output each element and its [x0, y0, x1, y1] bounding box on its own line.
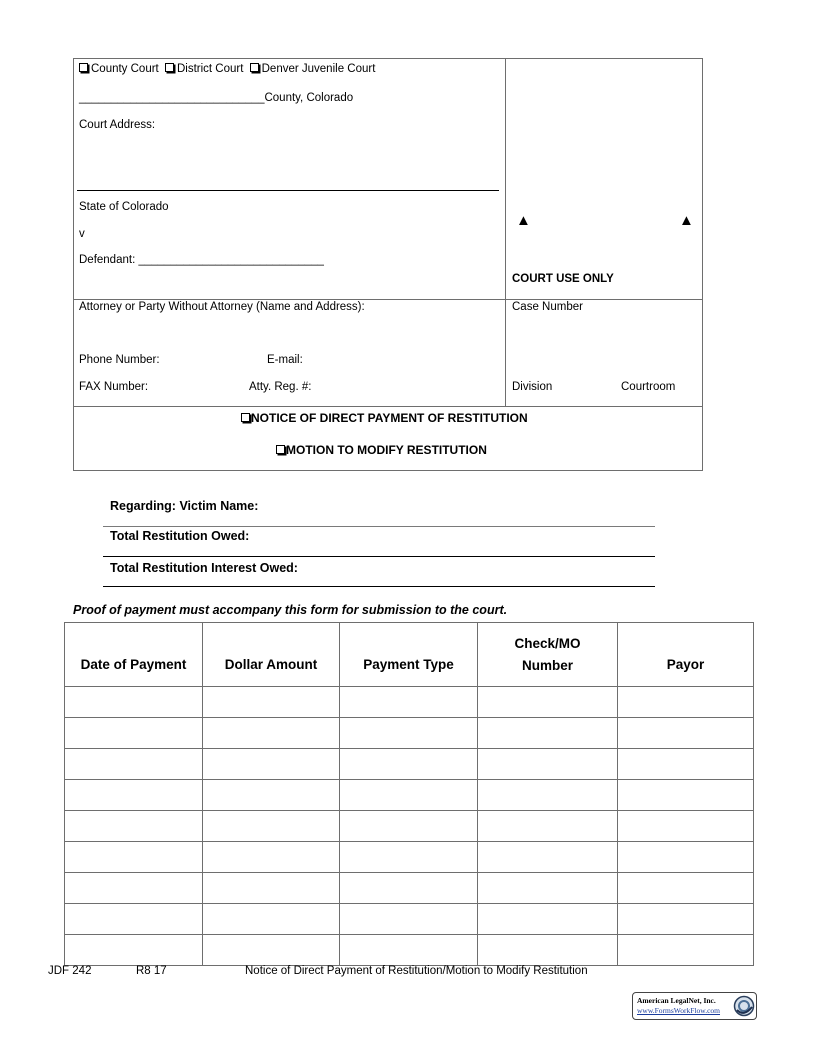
- case-number-label: Case Number: [512, 301, 583, 313]
- total-owed-label: Total Restitution Owed:: [110, 529, 250, 543]
- table-cell[interactable]: [203, 780, 340, 811]
- caption-row-divider-2: [73, 406, 703, 407]
- email-label: E-mail:: [267, 354, 303, 366]
- table-cell[interactable]: [340, 811, 478, 842]
- denver-juvenile-court-option[interactable]: Denver Juvenile Court: [250, 63, 376, 75]
- caption-row-divider-1: [73, 299, 703, 300]
- table-row: [65, 780, 754, 811]
- table-cell[interactable]: [65, 749, 203, 780]
- table-cell[interactable]: [203, 749, 340, 780]
- table-cell[interactable]: [340, 935, 478, 966]
- table-cell[interactable]: [618, 718, 754, 749]
- logo-name: American LegalNet, Inc.: [637, 996, 716, 1005]
- table-cell[interactable]: [618, 873, 754, 904]
- table-cell[interactable]: [478, 935, 618, 966]
- table-row: [65, 842, 754, 873]
- table-cell[interactable]: [478, 749, 618, 780]
- table-cell[interactable]: [340, 904, 478, 935]
- table-cell[interactable]: [65, 873, 203, 904]
- table-cell[interactable]: [478, 780, 618, 811]
- victim-name-label: Regarding: Victim Name:: [110, 499, 259, 513]
- table-cell[interactable]: [65, 811, 203, 842]
- logo-url[interactable]: www.FormsWorkFlow.com: [637, 1006, 721, 1015]
- interest-owed-line[interactable]: [103, 586, 655, 587]
- header-check-mo: Check/MO Number: [478, 623, 618, 687]
- table-cell[interactable]: [618, 904, 754, 935]
- table-cell[interactable]: [203, 935, 340, 966]
- footer-title: Notice of Direct Payment of Restitution/Motion to Modify Restitution: [245, 965, 588, 977]
- table-cell[interactable]: [203, 811, 340, 842]
- county-line[interactable]: _____________________________County, Colorado: [79, 92, 354, 104]
- header-date: Date of Payment: [65, 623, 203, 687]
- table-cell[interactable]: [478, 842, 618, 873]
- header-payor: Payor: [618, 623, 754, 687]
- table-cell[interactable]: [478, 873, 618, 904]
- table-row: [65, 935, 754, 966]
- table-cell[interactable]: [65, 904, 203, 935]
- district-court-checkbox[interactable]: [165, 63, 174, 72]
- table-cell[interactable]: [618, 935, 754, 966]
- county-court-option[interactable]: County Court: [79, 63, 159, 75]
- table-row: [65, 873, 754, 904]
- table-row: [65, 904, 754, 935]
- interest-owed-label: Total Restitution Interest Owed:: [110, 561, 298, 575]
- table-cell[interactable]: [340, 780, 478, 811]
- table-row: [65, 749, 754, 780]
- table-row: [65, 811, 754, 842]
- defendant-field[interactable]: Defendant: _____________________________: [79, 254, 324, 266]
- court-type-row: [79, 63, 375, 75]
- district-court-option[interactable]: District Court: [165, 63, 243, 75]
- county-court-checkbox[interactable]: [79, 63, 88, 72]
- table-cell[interactable]: [203, 842, 340, 873]
- motion-checkbox[interactable]: [276, 445, 285, 454]
- caption-column-divider: [505, 58, 506, 407]
- table-row: [65, 718, 754, 749]
- form-id: JDF 242: [48, 965, 92, 977]
- phone-label: Phone Number:: [79, 354, 160, 366]
- table-cell[interactable]: [65, 780, 203, 811]
- courtroom-label: Courtroom: [621, 381, 676, 393]
- table-cell[interactable]: [203, 687, 340, 718]
- arrow-up-icon-left: ▲: [516, 212, 531, 229]
- table-cell[interactable]: [618, 687, 754, 718]
- atty-reg-label: Atty. Reg. #:: [249, 381, 312, 393]
- denver-juvenile-court-checkbox[interactable]: [250, 63, 259, 72]
- table-cell[interactable]: [618, 842, 754, 873]
- header-type: Payment Type: [340, 623, 478, 687]
- court-use-only-label: COURT USE ONLY: [512, 273, 614, 285]
- table-cell[interactable]: [340, 873, 478, 904]
- table-cell[interactable]: [478, 687, 618, 718]
- total-owed-line[interactable]: [103, 556, 655, 557]
- notice-option[interactable]: NOTICE OF DIRECT PAYMENT OF RESTITUTION: [241, 411, 528, 425]
- table-cell[interactable]: [478, 904, 618, 935]
- table-cell[interactable]: [340, 749, 478, 780]
- table-cell[interactable]: [203, 904, 340, 935]
- table-cell[interactable]: [478, 811, 618, 842]
- notice-checkbox[interactable]: [241, 413, 250, 422]
- table-cell[interactable]: [340, 718, 478, 749]
- arrow-up-icon-right: ▲: [679, 212, 694, 229]
- table-cell[interactable]: [65, 935, 203, 966]
- table-cell[interactable]: [340, 687, 478, 718]
- attorney-label: Attorney or Party Without Attorney (Name and Address):: [79, 301, 365, 313]
- division-label: Division: [512, 381, 553, 393]
- table-cell[interactable]: [618, 811, 754, 842]
- table-cell[interactable]: [65, 718, 203, 749]
- table-cell[interactable]: [618, 780, 754, 811]
- court-address-line[interactable]: [77, 190, 499, 191]
- globe-icon: [733, 995, 755, 1017]
- table-cell[interactable]: [203, 718, 340, 749]
- publisher-logo[interactable]: [632, 992, 757, 1020]
- table-cell[interactable]: [340, 842, 478, 873]
- motion-option[interactable]: MOTION TO MODIFY RESTITUTION: [276, 443, 487, 457]
- victim-name-line[interactable]: [103, 526, 655, 527]
- table-cell[interactable]: [65, 842, 203, 873]
- table-cell[interactable]: [203, 873, 340, 904]
- header-amount: Dollar Amount: [203, 623, 340, 687]
- fax-label: FAX Number:: [79, 381, 149, 393]
- form-revision: R8 17: [136, 965, 167, 977]
- state-label: State of Colorado: [79, 201, 169, 213]
- proof-note: Proof of payment must accompany this form for submission to the court.: [73, 603, 508, 617]
- payment-table: [64, 622, 754, 966]
- table-cell[interactable]: [618, 749, 754, 780]
- versus-label: v: [79, 228, 85, 240]
- court-address-label: Court Address:: [79, 119, 156, 131]
- table-cell[interactable]: [65, 687, 203, 718]
- payment-table-header: [65, 623, 754, 687]
- table-row: [65, 687, 754, 718]
- table-cell[interactable]: [478, 718, 618, 749]
